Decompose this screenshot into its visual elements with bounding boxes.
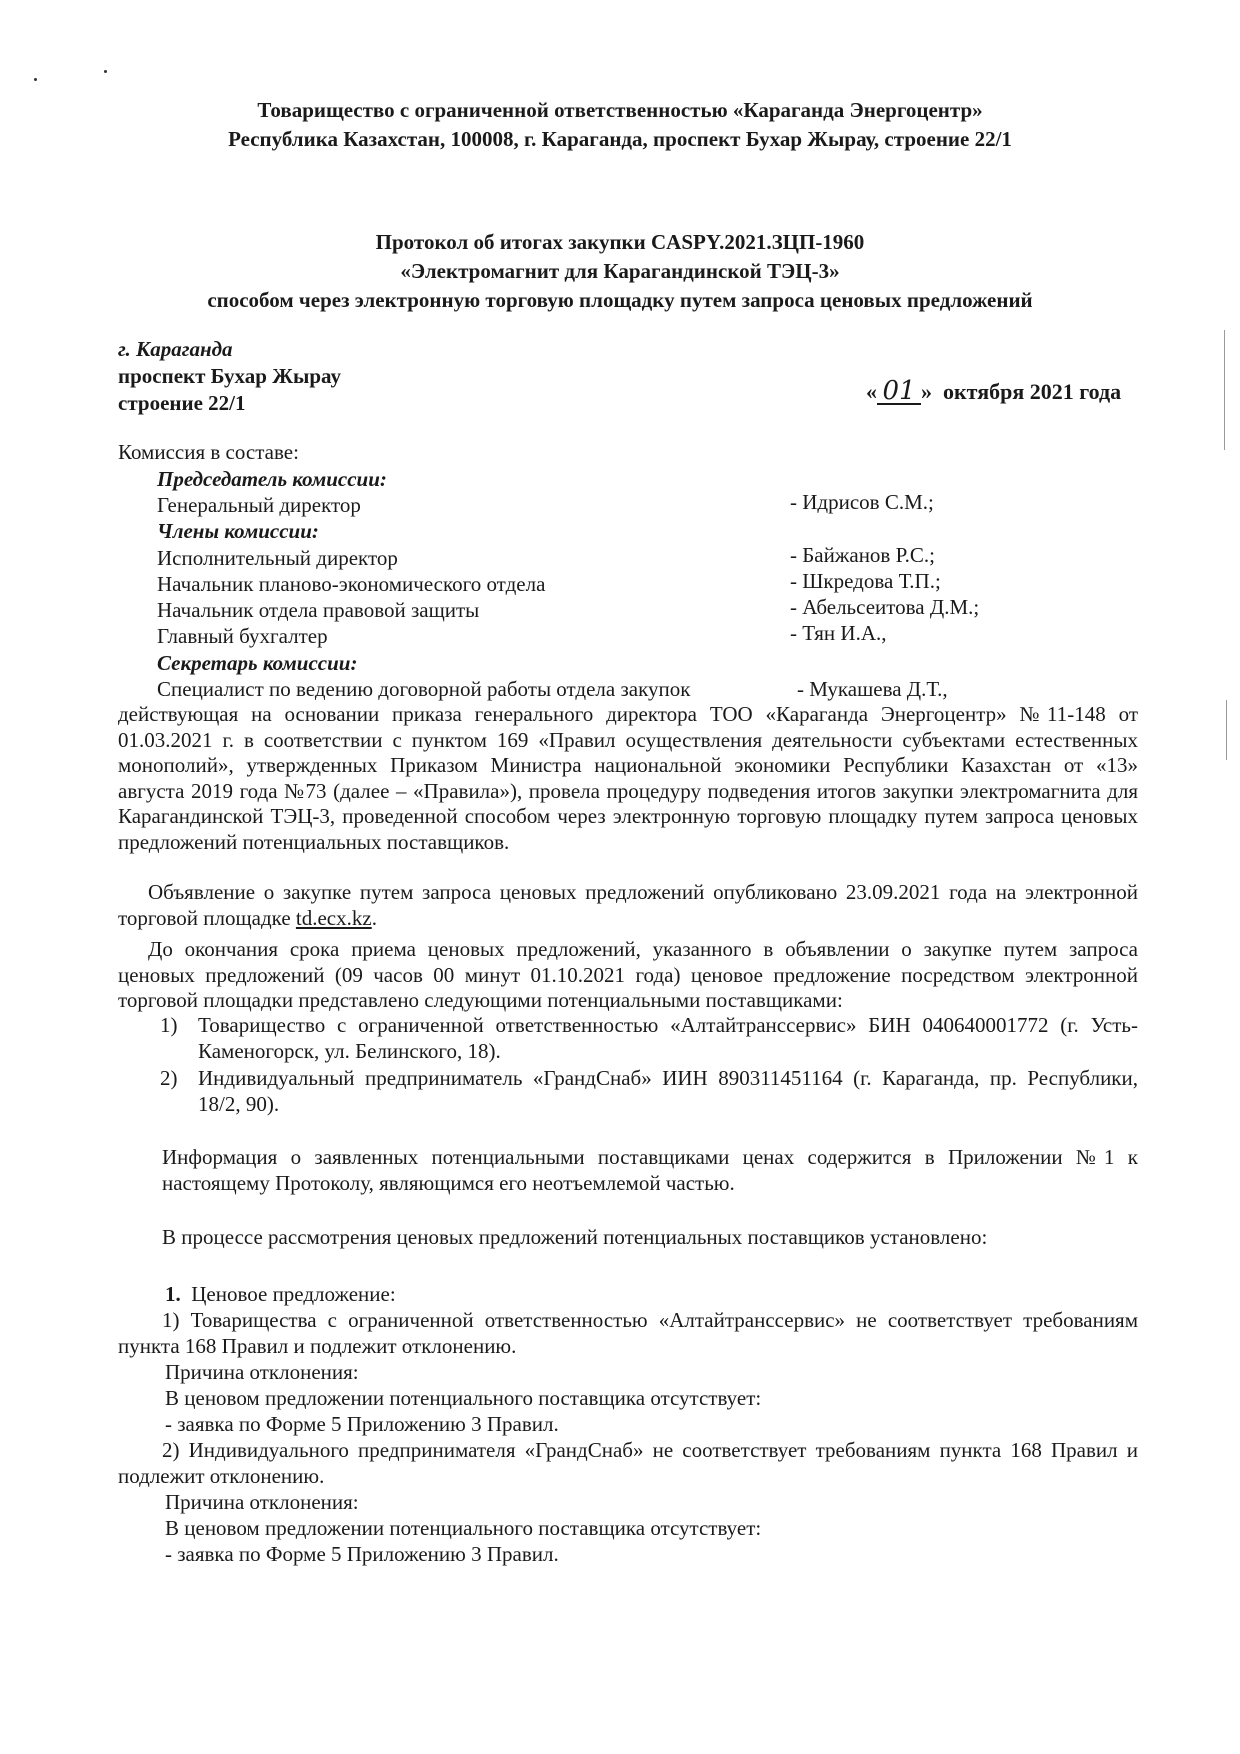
protocol-title-line2: «Электромагнит для Карагандинской ТЭЦ-3» [400, 259, 840, 283]
list-item: 1) Товарищество с ограниченной ответственностью «Алтайтранссервис» БИН 040640001772 (г. Усть-Каменогорск, ул. Белинского, 18). [160, 1013, 1138, 1063]
members-heading: Члены комиссии: [157, 519, 319, 543]
rejection-reason-text: В ценовом предложении потенциального поставщика отсутствует: [165, 1516, 762, 1540]
member-name: - Байжанов Р.С.; [790, 543, 935, 567]
place-building: строение 22/1 [118, 391, 246, 415]
scan-speck [34, 78, 37, 81]
section-heading: 1. Ценовое предложение: [165, 1282, 396, 1306]
rejection-reason-text: В ценовом предложении потенциального поставщика отсутствует: [165, 1386, 762, 1410]
protocol-title [0, 228, 1240, 315]
date-month-year: октября 2021 года [943, 379, 1122, 404]
handwritten-day: 01 [877, 379, 921, 405]
protocol-title-line1: Протокол об итогах закупки CASPY.2021.ЗЦП-1960 [375, 230, 865, 254]
suppliers-list [160, 1013, 1138, 1117]
scan-edge-line [1224, 330, 1225, 450]
rejection-reason-item: - заявка по Форме 5 Приложению 3 Правил. [165, 1542, 559, 1566]
list-item: 2) Индивидуальный предприниматель «ГрандСнаб» ИИН 890311451164 (г. Караганда, пр. Республики, 18/2, 90). [160, 1066, 1138, 1116]
rejection-reason-label: Причина отклонения: [165, 1360, 359, 1384]
rejection-reason-label: Причина отклонения: [165, 1490, 359, 1514]
member-name: - Тян И.А., [790, 621, 887, 645]
member-name: - Шкредова Т.П.; [790, 569, 941, 593]
paragraph-established: В процессе рассмотрения ценовых предложений потенциальных поставщиков установлено: [162, 1225, 988, 1249]
paragraph-deadline: До окончания срока приема ценовых предложений, указанного в объявлении о закупке путем запроса ценовых предложений (09 часов 00 минут 01.10.2021 года) ценовое предложение посредством электронной торговой площадки представлено следующими потенциальными поставщиками: [118, 937, 1138, 1012]
member-name: - Абельсеитова Д.М.; [790, 595, 980, 619]
place-street: проспект Бухар Жырау [118, 364, 341, 388]
commission-intro: Комиссия в составе: [118, 440, 299, 464]
member-role: Начальник отдела правовой защиты [157, 598, 480, 622]
secretary-name: - Мукашева Д.Т., [797, 677, 948, 701]
platform-link[interactable]: td.ecx.kz [295, 905, 372, 930]
company-header [0, 96, 1240, 154]
chair-heading: Председатель комиссии: [157, 467, 387, 491]
chair-role: Генеральный директор [157, 493, 361, 517]
paragraph-basis: действующая на основании приказа генерального директора ТОО «Караганда Энергоцентр» №11-148 от 01.03.2021 г. в соответствии с пунктом 169 «Правил осуществления деятельности субъектами естественных монополий», утвержденных Приказом Министра национальной экономики Республики Казахстан от «13» августа 2019 года №73 (далее – «Правила»), провела процедуру подведения итогов закупки электромагнита для Карагандинской ТЭЦ-3, проведенной способом через электронную торговую площадку путем запроса ценовых предложений потенциальных поставщиков. [118, 702, 1138, 854]
member-role: Начальник планово-экономического отдела [157, 572, 546, 596]
company-address: Республика Казахстан, 100008, г. Караганда, проспект Бухар Жырау, строение 22/1 [228, 127, 1012, 151]
rejection-item-1: 1) Товарищества с ограниченной ответственностью «Алтайтранссервис» не соответствует требованиям пункта 168 Правил и подлежит отклонению. [118, 1308, 1138, 1358]
rejection-item-2: 2) Индивидуального предпринимателя «ГрандСнаб» не соответствует требованиям пункта 168 Правил и подлежит отклонению. [118, 1438, 1138, 1488]
company-name: Товарищество с ограниченной ответственностью «Караганда Энергоцентр» [257, 98, 983, 122]
protocol-title-line3: способом через электронную торговую площадку путем запроса ценовых предложений [207, 288, 1033, 312]
secretary-heading: Секретарь комиссии: [157, 651, 358, 675]
place-block [118, 336, 341, 417]
paragraph-announcement: Объявление о закупке путем запроса ценовых предложений опубликовано 23.09.2021 года на электронной торговой площадке td.ecx.kz. [118, 880, 1138, 930]
protocol-date: « 01 » октября 2021 года [866, 376, 1122, 406]
place-city: г. Караганда [118, 337, 233, 361]
secretary-role: Специалист по ведению договорной работы отдела закупок [157, 677, 691, 701]
member-role: Исполнительный директор [157, 546, 398, 570]
scan-speck [104, 70, 107, 73]
scan-edge-line [1226, 700, 1227, 760]
chair-name: - Идрисов С.М.; [790, 490, 934, 514]
member-role: Главный бухгалтер [157, 624, 328, 648]
paragraph-price-info: Информация о заявленных потенциальными поставщиками ценах содержится в Приложении №1 к настоящему Протоколу, являющимся его неотъемлемой частью. [162, 1145, 1138, 1195]
rejection-reason-item: - заявка по Форме 5 Приложению 3 Правил. [165, 1412, 559, 1436]
